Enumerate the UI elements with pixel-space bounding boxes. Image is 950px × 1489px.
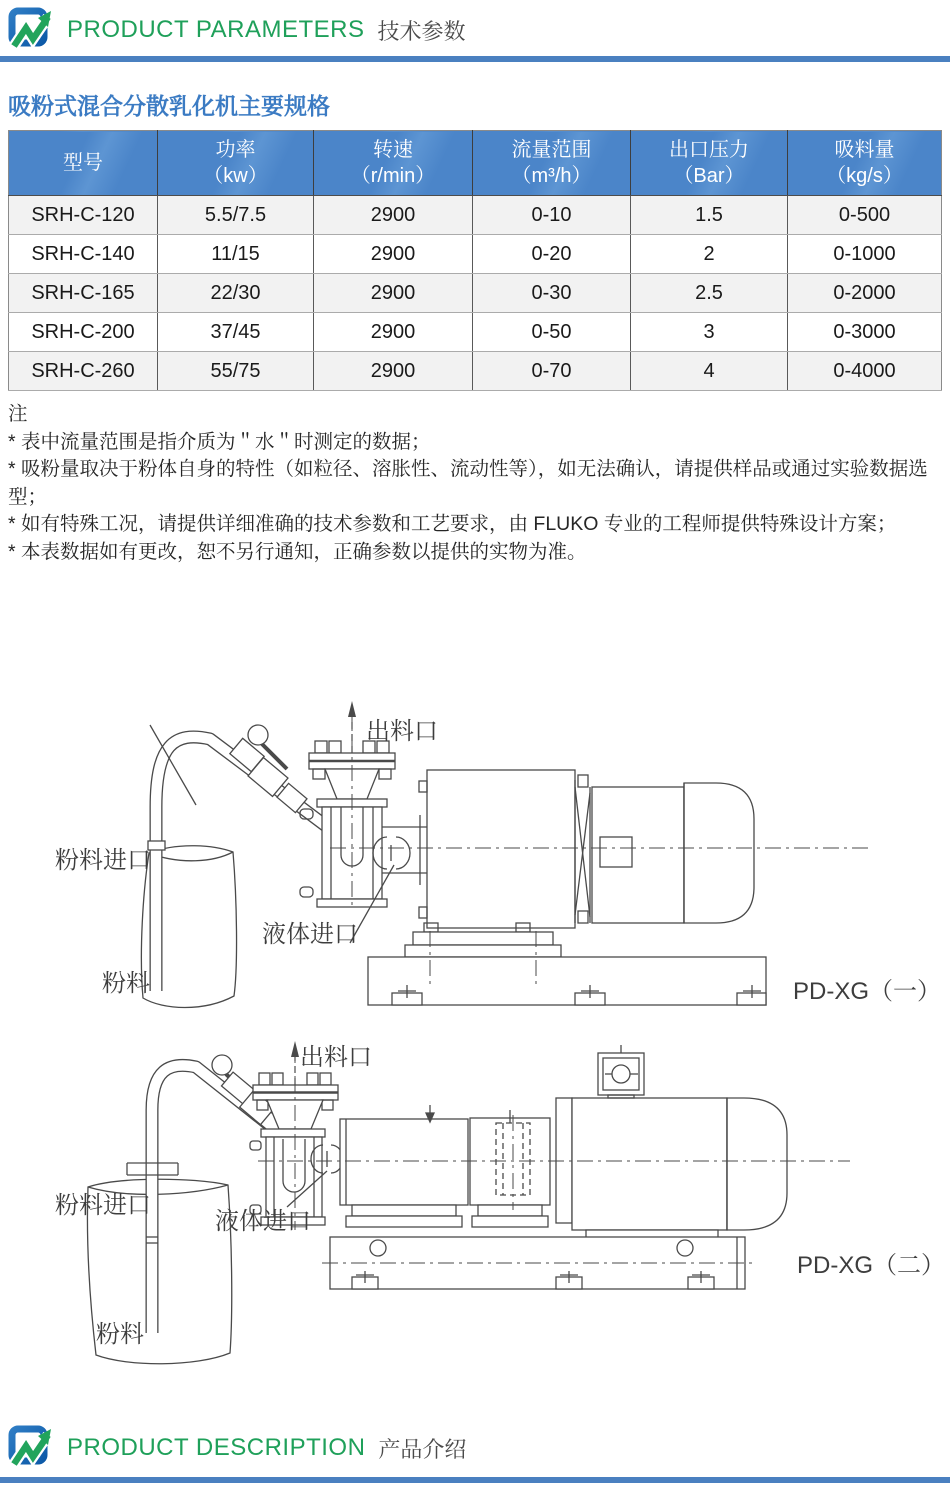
note-item: * 表中流量范围是指介质为＂水＂时测定的数据；: [8, 430, 431, 453]
bottom-blue-divider: [0, 1477, 950, 1483]
cell-flow: 0-10: [473, 196, 631, 235]
cell-pressure: 2: [631, 235, 788, 274]
diagram2-caption: PD-XG（二）: [797, 1252, 946, 1279]
cell-suction: 0-3000: [788, 313, 942, 352]
cell-flow: 0-30: [473, 274, 631, 313]
cell-pressure: 1.5: [631, 196, 788, 235]
cell-suction: 0-2000: [788, 274, 942, 313]
cell-model: SRH-C-200: [9, 313, 158, 352]
diagram2-powder-inlet-label: 粉料进口: [55, 1192, 151, 1219]
cell-suction: 0-500: [788, 196, 942, 235]
cell-speed: 2900: [314, 235, 473, 274]
cell-pressure: 4: [631, 352, 788, 391]
spec-table-header: [9, 131, 942, 196]
cell-flow: 0-20: [473, 235, 631, 274]
diagram1-powder-inlet-label: 粉料进口: [55, 847, 151, 874]
cell-model: SRH-C-260: [9, 352, 158, 391]
spec-table: [8, 130, 942, 391]
cell-speed: 2900: [314, 196, 473, 235]
col-header-flow: 流量范围 （m³/h）: [473, 131, 631, 196]
cell-model: SRH-C-120: [9, 196, 158, 235]
top-section-header: [8, 6, 466, 54]
notes-heading: 注: [8, 403, 28, 425]
table-row: [9, 313, 942, 352]
diagram1-outlet-label: 出料口: [366, 718, 438, 745]
col-header-model: 型号: [9, 131, 158, 196]
cell-pressure: 3: [631, 313, 788, 352]
top-section-title-en: PRODUCT PARAMETERS: [67, 16, 365, 43]
cell-flow: 0-50: [473, 313, 631, 352]
top-section-title-zh: 技术参数: [377, 18, 466, 44]
fluko-logo-icon: [8, 7, 54, 53]
cell-model: SRH-C-165: [9, 274, 158, 313]
cell-power: 37/45: [158, 313, 314, 352]
bottom-section-title-en: PRODUCT DESCRIPTION: [67, 1434, 366, 1461]
cell-speed: 2900: [314, 313, 473, 352]
cell-power: 5.5/7.5: [158, 196, 314, 235]
spec-table-title: 吸粉式混合分散乳化机主要规格: [8, 93, 330, 119]
cell-flow: 0-70: [473, 352, 631, 391]
fluko-logo-icon: [8, 1425, 54, 1471]
note-item: * 如有特殊工况，请提供详细准确的技术参数和工艺要求，由 FLUKO 专业的工程师提供特殊设计方案；: [8, 513, 897, 535]
table-row: [9, 235, 942, 274]
col-header-speed: 转速 （r/min）: [314, 131, 473, 196]
top-blue-divider: [0, 56, 950, 62]
col-header-power: 功率 （kw）: [158, 131, 314, 196]
cell-suction: 0-4000: [788, 352, 942, 391]
diagram2-outlet-label: 出料口: [300, 1044, 372, 1071]
cell-power: 11/15: [158, 235, 314, 274]
note-item: * 吸粉量取决于粉体自身的特性（如粒径、溶胀性、流动性等），如无法确认，请提供样品或通过实验数据选型；: [8, 458, 928, 508]
table-row: [9, 196, 942, 235]
cell-power: 55/75: [158, 352, 314, 391]
cell-speed: 2900: [314, 352, 473, 391]
table-row: [9, 274, 942, 313]
bottom-section-title-zh: 产品介绍: [378, 1436, 467, 1462]
diagram2-liquid-inlet-label: 液体进口: [215, 1208, 311, 1235]
diagram1-caption: PD-XG（一）: [793, 978, 942, 1005]
cell-power: 22/30: [158, 274, 314, 313]
cell-pressure: 2.5: [631, 274, 788, 313]
bottom-section-header: [8, 1424, 466, 1472]
mixing-head-1: [300, 741, 427, 943]
note-item: * 本表数据如有更改，恕不另行通知，正确参数以提供的实物为准。: [8, 540, 587, 563]
diagram2-powder-label: 粉料: [96, 1321, 144, 1348]
cell-model: SRH-C-140: [9, 235, 158, 274]
pump-bracket-motor-2: [340, 1045, 787, 1240]
diagram1-powder-label: 粉料: [102, 970, 150, 997]
col-header-suction: 吸料量 （kg/s）: [788, 131, 942, 196]
diagram1-liquid-inlet-label: 液体进口: [262, 921, 358, 948]
baseplate-1: [368, 923, 766, 1005]
cell-speed: 2900: [314, 274, 473, 313]
table-row: [9, 352, 942, 391]
pump-motor-1: [419, 770, 754, 928]
cell-suction: 0-1000: [788, 235, 942, 274]
notes-block: [8, 401, 946, 566]
col-header-pressure: 出口压力 （Bar）: [631, 131, 788, 196]
